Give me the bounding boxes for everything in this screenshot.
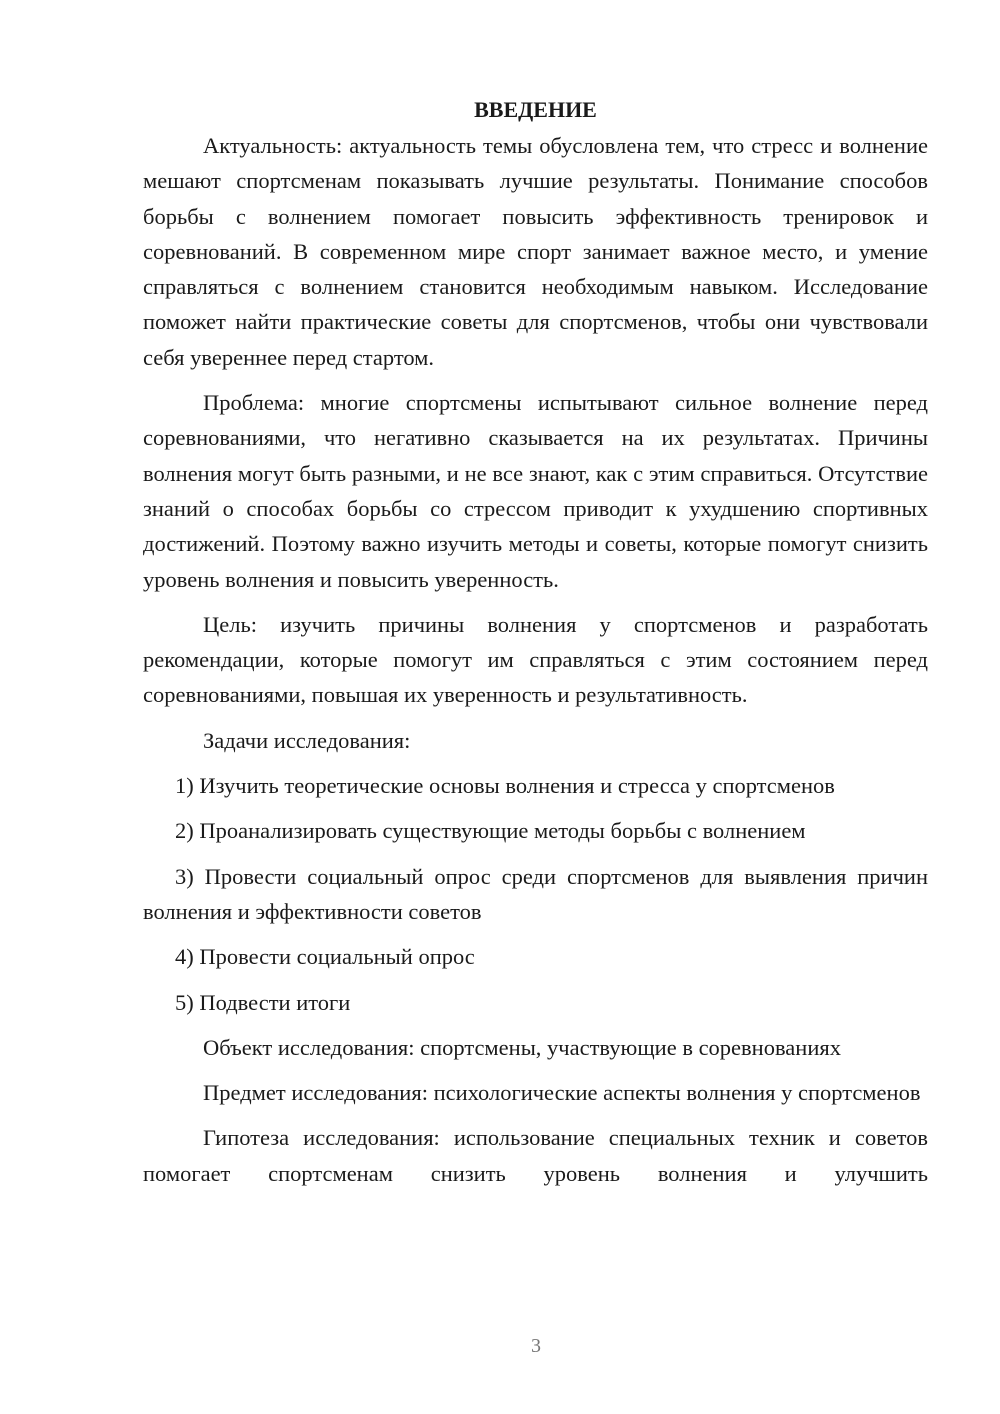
paragraph-relevance: Актуальность: актуальность темы обусловлена тем, что стресс и волнение мешают спортсменам показывать лучшие результаты. Понимание способов борьбы с волнением помогает повысить эффективность тренировок и соревнований. В современном мире спорт занимает важное место, и умение справляться с волнением становится необходимым навыком. Исследование поможет найти практические советы для спортсменов, чтобы они чувствовали себя увереннее перед стартом. (143, 133, 928, 370)
tasks-title: Задачи исследования: (203, 727, 411, 753)
task-item-1: 1) Изучить теоретические основы волнения и стресса у спортсменов (175, 773, 835, 799)
paragraph-problem: Проблема: многие спортсмены испытывают сильное волнение перед соревнованиями, что негативно сказывается на их результатах. Причины волнения могут быть разными, и не все знают, как с этим справиться. Отсутствие знаний о способах борьбы со стрессом приводит к ухудшению спортивных достижений. Поэтому важно изучить методы и советы, которые помогут снизить уровень волнения и повысить уверенность. (143, 390, 928, 592)
page-number: 3 (531, 1335, 541, 1357)
task-item-5: 5) Подвести итоги (175, 989, 351, 1015)
paragraph-subject: Предмет исследования: психологические аспекты волнения у спортсменов (203, 1080, 921, 1106)
paragraph-object: Объект исследования: спортсмены, участвующие в соревнованиях (203, 1034, 841, 1060)
task-item-4: 4) Провести социальный опрос (175, 944, 475, 970)
task-item-2: 2) Проанализировать существующие методы борьбы с волнением (175, 818, 806, 844)
document-page (143, 92, 928, 1201)
section-heading: ВВЕДЕНИЕ (474, 97, 597, 122)
paragraph-hypothesis: Гипотеза исследования: использование специальных техник и советов помогает спортсменам снизить уровень волнения и улучшить (143, 1125, 928, 1186)
paragraph-goal: Цель: изучить причины волнения у спортсменов и разработать рекомендации, которые помогут им справляться с этим состоянием перед соревнованиями, повышая их уверенность и результативность. (143, 611, 928, 708)
task-item-3: 3) Провести социальный опрос среди спортсменов для выявления причин волнения и эффективности советов (143, 863, 928, 924)
